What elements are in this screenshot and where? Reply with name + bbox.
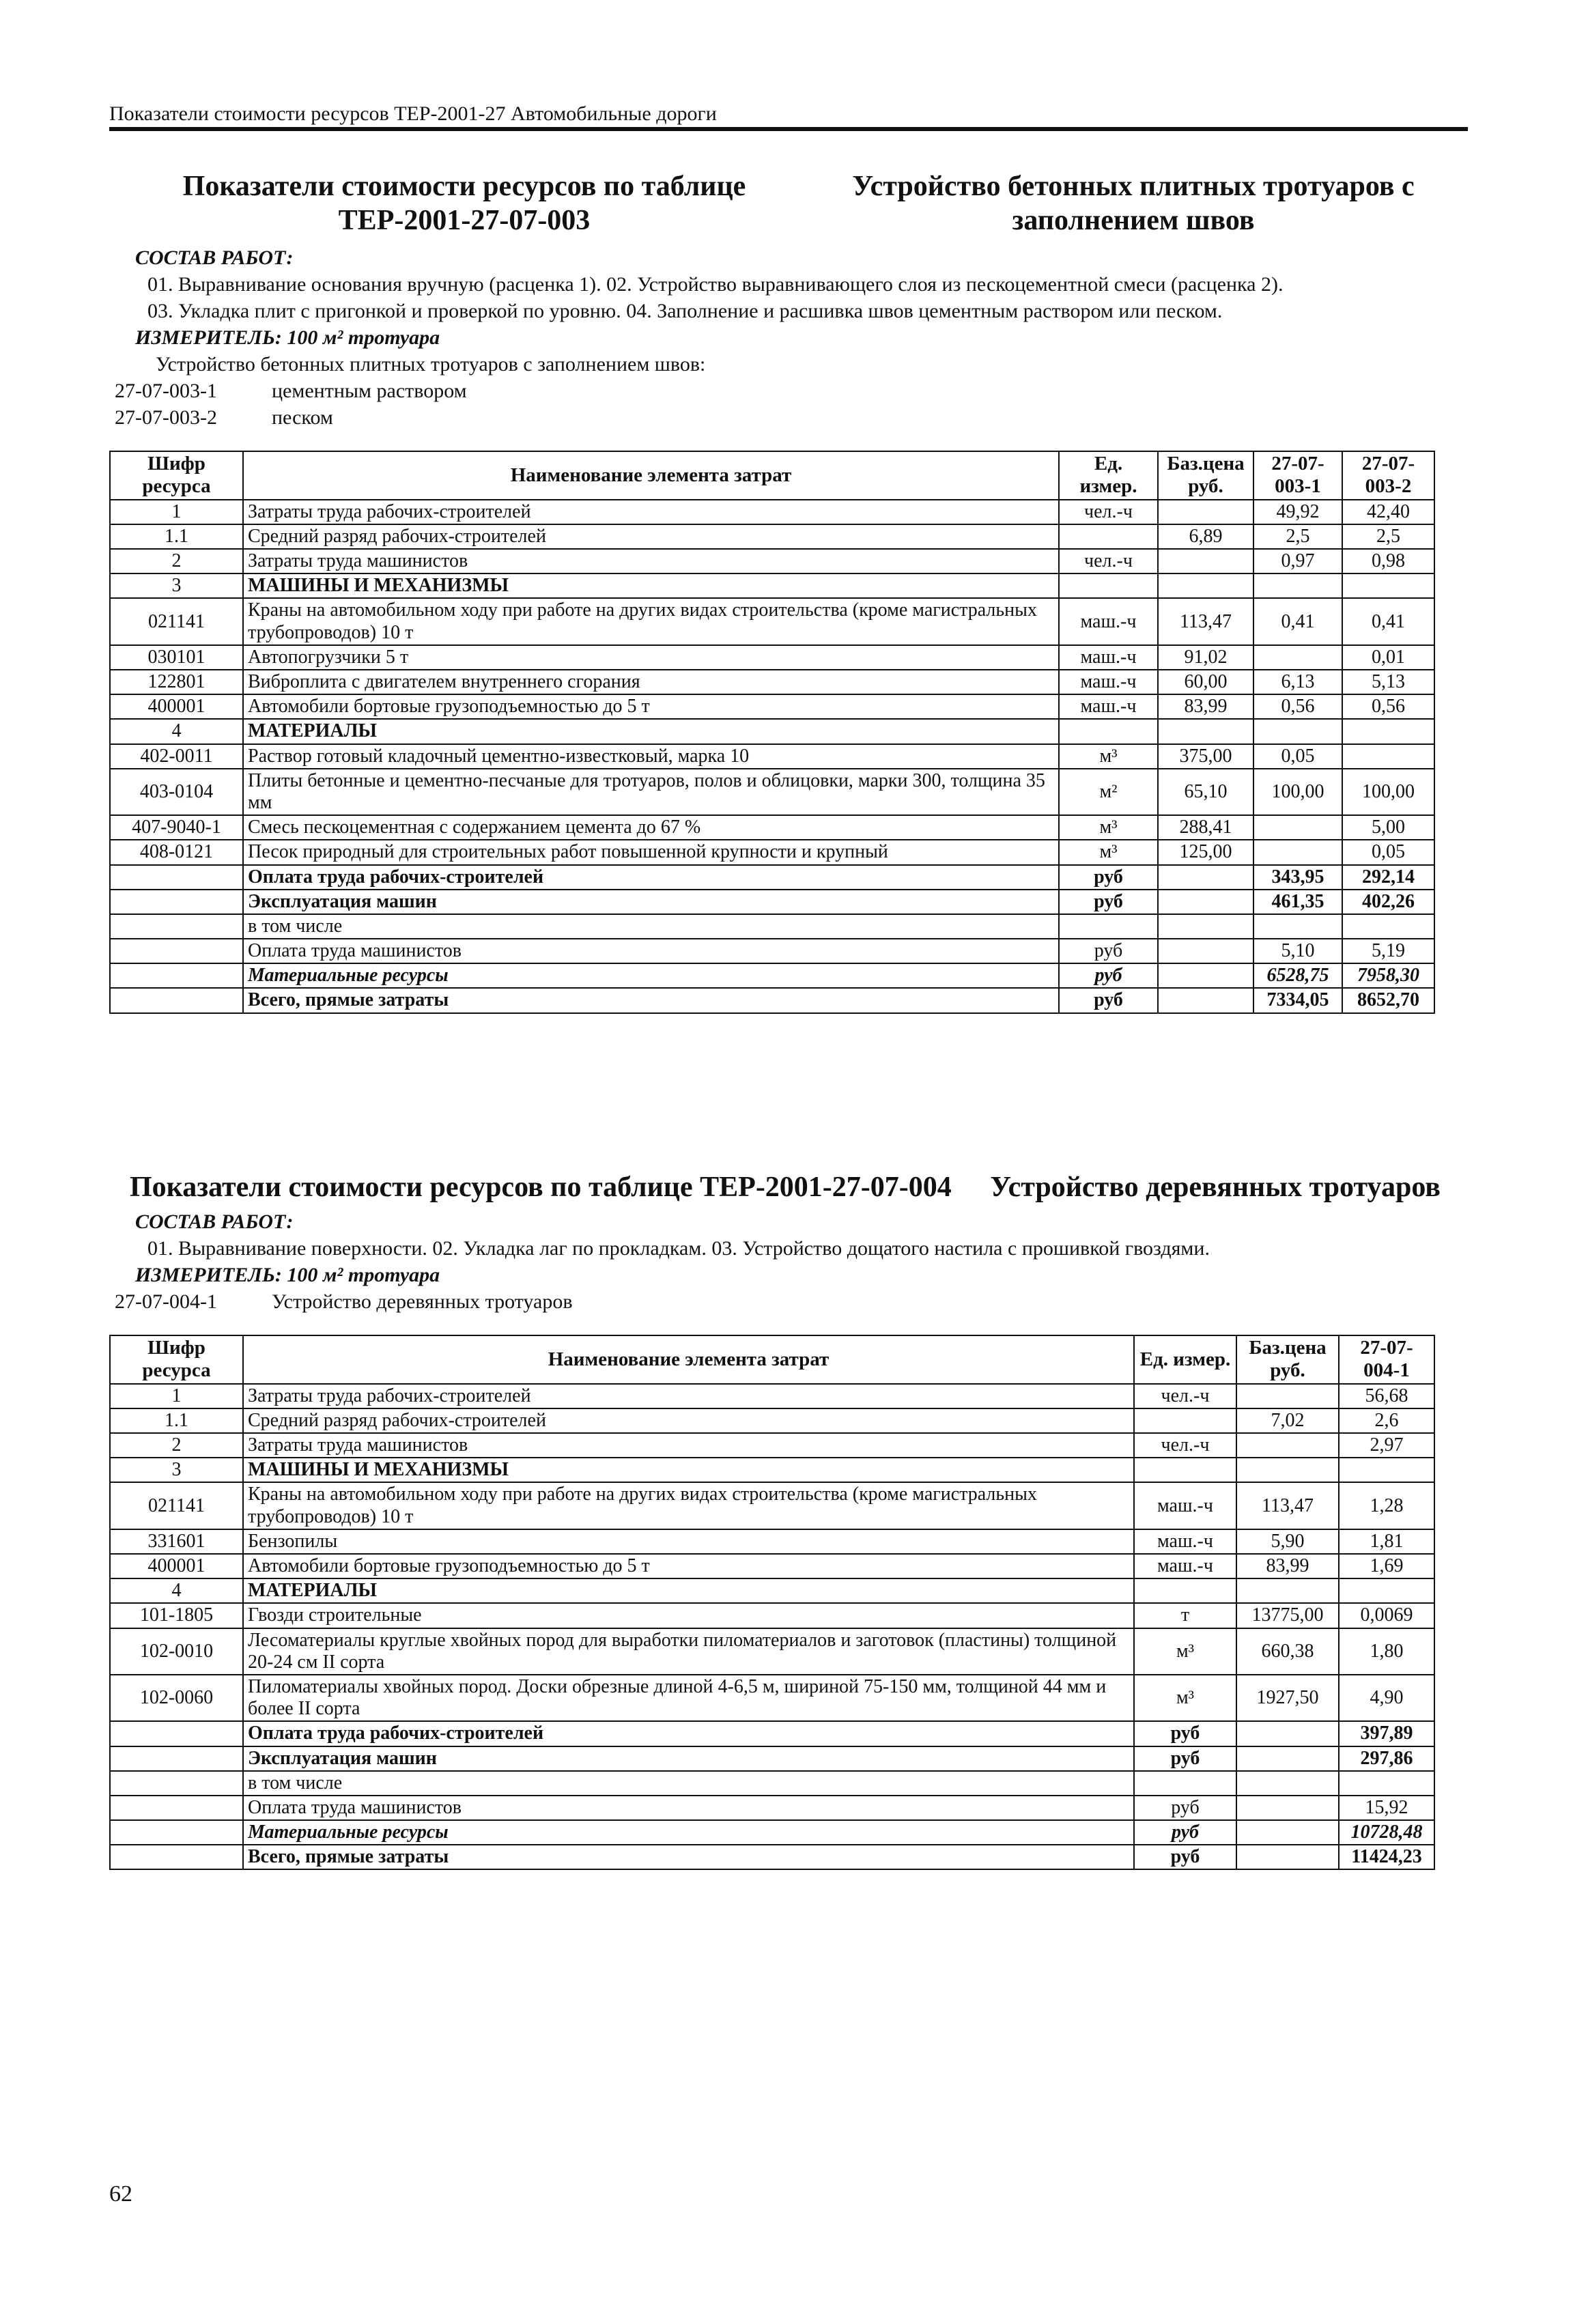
cell-name: Оплата труда машинистов (243, 1796, 1134, 1820)
cell-unit: руб (1134, 1845, 1236, 1869)
cell-unit (1134, 1771, 1236, 1796)
cell-name: Краны на автомобильном ходу при работе на других видах строительства (кроме магистральных трубопроводов) 10 т (243, 598, 1059, 644)
cell-v2: 5,13 (1342, 670, 1434, 694)
cell-code: 3 (110, 1458, 243, 1482)
table-row (110, 769, 1434, 815)
cell-unit: маш.-ч (1059, 670, 1158, 694)
cell-code: 402-0011 (110, 744, 243, 769)
cell-price (1236, 1384, 1339, 1408)
cell-v2 (1342, 573, 1434, 598)
cell-unit (1059, 914, 1158, 939)
table-row (110, 524, 1434, 549)
cell-v1: 0,97 (1253, 549, 1342, 573)
cell-price (1236, 1796, 1339, 1820)
cell-v1: 100,00 (1253, 769, 1342, 815)
table-row (110, 890, 1434, 914)
cell-code: 122801 (110, 670, 243, 694)
cell-price (1236, 1433, 1339, 1458)
cell-name: Оплата труда машинистов (243, 939, 1059, 963)
section2-description (115, 1208, 1466, 1315)
table-row (110, 1408, 1434, 1433)
cell-v1: 49,92 (1253, 500, 1342, 524)
cell-v2: 8652,70 (1342, 988, 1434, 1012)
cell-v1: 1,80 (1339, 1628, 1434, 1675)
cell-code: 3 (110, 573, 243, 598)
cell-unit: чел.-ч (1134, 1433, 1236, 1458)
cell-price: 375,00 (1158, 744, 1253, 769)
cell-price (1158, 500, 1253, 524)
cell-unit: чел.-ч (1059, 549, 1158, 573)
cell-v1: 2,6 (1339, 1408, 1434, 1433)
section1-title-left (164, 169, 765, 238)
cell-v1: 461,35 (1253, 890, 1342, 914)
cell-v2 (1342, 914, 1434, 939)
table-row (110, 914, 1434, 939)
resource-table-2 (109, 1335, 1435, 1870)
cell-v2: 0,05 (1342, 840, 1434, 864)
table-row (110, 840, 1434, 864)
cell-name: Пиломатериалы хвойных пород. Доски обрезные длиной 4-6,5 м, шириной 75-150 мм, толщиной 44 мм и более II сорта (243, 1675, 1134, 1721)
cell-name: Бензопилы (243, 1529, 1134, 1554)
cell-v1 (1339, 1458, 1434, 1482)
section1-title-right (819, 169, 1447, 238)
cell-name: Раствор готовый кладочный цементно-известковый, марка 10 (243, 744, 1059, 769)
table-row (110, 1578, 1434, 1603)
cell-name: Автомобили бортовые грузоподъемностью до 5 т (243, 1554, 1134, 1578)
cell-v1: 10728,48 (1339, 1820, 1434, 1845)
cell-code: 021141 (110, 598, 243, 644)
cell-v1: 0,05 (1253, 744, 1342, 769)
table-row (110, 645, 1434, 670)
cell-code: 4 (110, 1578, 243, 1603)
cell-v1: 0,56 (1253, 694, 1342, 719)
cell-price (1236, 1746, 1339, 1771)
cell-code: 2 (110, 549, 243, 573)
cell-name: МАШИНЫ И МЕХАНИЗМЫ (243, 1458, 1134, 1482)
cell-price (1236, 1820, 1339, 1845)
cell-code (110, 1721, 243, 1746)
table-row (110, 815, 1434, 840)
cell-unit: маш.-ч (1059, 694, 1158, 719)
cell-price (1236, 1578, 1339, 1603)
cell-price (1236, 1845, 1339, 1869)
table-row (110, 1554, 1434, 1578)
table-row (110, 1721, 1434, 1746)
cell-price: 125,00 (1158, 840, 1253, 864)
cell-name: Смесь пескоцементная с содержанием цемента до 67 % (243, 815, 1059, 840)
cell-v1: 1,81 (1339, 1529, 1434, 1554)
cell-v2: 0,56 (1342, 694, 1434, 719)
cell-price: 1927,50 (1236, 1675, 1339, 1721)
cell-price (1158, 963, 1253, 988)
table-row (110, 1482, 1434, 1529)
cell-v1: 11424,23 (1339, 1845, 1434, 1869)
cell-name: Песок природный для строительных работ повышенной крупности и крупный (243, 840, 1059, 864)
cell-price (1236, 1458, 1339, 1482)
cell-price (1158, 939, 1253, 963)
cell-name: Всего, прямые затраты (243, 1845, 1134, 1869)
code-label: 27-07-003-1 (115, 380, 217, 402)
table-row (110, 963, 1434, 988)
section1-code-line (115, 378, 1466, 404)
cell-unit: руб (1059, 939, 1158, 963)
section2-title (130, 1171, 1441, 1204)
cell-code (110, 1746, 243, 1771)
cell-price: 91,02 (1158, 645, 1253, 670)
section1-code-line (115, 404, 1466, 431)
cell-price (1158, 988, 1253, 1012)
section1-work-line-1: 01. Выравнивание основания вручную (расценка 1). 02. Устройство выравнивающего слоя из пескоцементной смеси (расценка 2). (147, 273, 1284, 296)
cell-price: 83,99 (1158, 694, 1253, 719)
cell-unit: руб (1134, 1820, 1236, 1845)
table-header-row (110, 451, 1434, 500)
cell-name: МАШИНЫ И МЕХАНИЗМЫ (243, 573, 1059, 598)
cell-v1: 297,86 (1339, 1746, 1434, 1771)
table-row (110, 1603, 1434, 1628)
cell-code: 101-1805 (110, 1603, 243, 1628)
cell-unit: руб (1059, 865, 1158, 890)
cell-name: Гвозди строительные (243, 1603, 1134, 1628)
cell-unit: м³ (1059, 815, 1158, 840)
cell-code (110, 890, 243, 914)
cell-code (110, 1796, 243, 1820)
table-row (110, 1433, 1434, 1458)
table-row (110, 939, 1434, 963)
cell-name: Автомобили бортовые грузоподъемностью до 5 т (243, 694, 1059, 719)
cell-code: 331601 (110, 1529, 243, 1554)
cell-price (1236, 1771, 1339, 1796)
cell-price: 7,02 (1236, 1408, 1339, 1433)
table-row (110, 549, 1434, 573)
cell-unit: м³ (1134, 1675, 1236, 1721)
resource-table-1 (109, 451, 1435, 1014)
table-row (110, 1796, 1434, 1820)
cell-price: 6,89 (1158, 524, 1253, 549)
cell-v1: 1,28 (1339, 1482, 1434, 1529)
section1-title-right-line1: Устройство бетонных плитных тротуаров с (852, 171, 1415, 202)
cell-code: 102-0010 (110, 1628, 243, 1675)
cell-unit (1059, 524, 1158, 549)
cell-price (1158, 914, 1253, 939)
section1-title-left-line2: ТЕР-2001-27-07-003 (338, 205, 591, 237)
cell-code: 407-9040-1 (110, 815, 243, 840)
cell-v1 (1253, 815, 1342, 840)
cell-unit (1134, 1578, 1236, 1603)
cell-unit: м² (1059, 769, 1158, 815)
cell-unit: маш.-ч (1059, 645, 1158, 670)
table-row (110, 1675, 1434, 1721)
header-unit: Ед. измер. (1134, 1335, 1236, 1384)
cell-code (110, 963, 243, 988)
cell-code: 1.1 (110, 1408, 243, 1433)
cell-v1 (1253, 573, 1342, 598)
cell-v1: 56,68 (1339, 1384, 1434, 1408)
cell-code (110, 914, 243, 939)
section2-title-right: Устройство деревянных тротуаров (990, 1172, 1441, 1203)
table-row (110, 1628, 1434, 1675)
section2-izmeritel: ИЗМЕРИТЕЛЬ: 100 м² тротуара (135, 1264, 440, 1286)
header-col-2: 27-07-003-2 (1342, 451, 1434, 500)
cell-price (1158, 865, 1253, 890)
table-row (110, 1771, 1434, 1796)
cell-v1: 7334,05 (1253, 988, 1342, 1012)
table-header-row (110, 1335, 1434, 1384)
cell-v2: 292,14 (1342, 865, 1434, 890)
cell-name: Затраты труда машинистов (243, 549, 1059, 573)
cell-v1 (1253, 914, 1342, 939)
cell-code: 4 (110, 719, 243, 743)
code-label: 27-07-004-1 (115, 1290, 217, 1313)
cell-v1: 2,5 (1253, 524, 1342, 549)
cell-v2: 0,98 (1342, 549, 1434, 573)
header-name: Наименование элемента затрат (243, 451, 1059, 500)
cell-price: 288,41 (1158, 815, 1253, 840)
cell-v1 (1253, 645, 1342, 670)
cell-unit: м³ (1134, 1628, 1236, 1675)
cell-name: Лесоматериалы круглые хвойных пород для выработки пиломатериалов и заготовок (пластины) толщиной 20-24 см II сорта (243, 1628, 1134, 1675)
cell-v1 (1339, 1771, 1434, 1796)
page-header: Показатели стоимости ресурсов ТЕР-2001-27 Автомобильные дороги (109, 102, 1468, 131)
cell-price: 113,47 (1158, 598, 1253, 644)
cell-v1: 4,90 (1339, 1675, 1434, 1721)
table-row (110, 694, 1434, 719)
cell-price: 5,90 (1236, 1529, 1339, 1554)
header-code: Шифр ресурса (110, 1335, 243, 1384)
table-row (110, 1458, 1434, 1482)
cell-unit: т (1134, 1603, 1236, 1628)
cell-name: Затраты труда рабочих-строителей (243, 500, 1059, 524)
cell-code: 1 (110, 500, 243, 524)
cell-name: Оплата труда рабочих-строителей (243, 865, 1059, 890)
cell-name: Материальные ресурсы (243, 963, 1059, 988)
cell-price: 60,00 (1158, 670, 1253, 694)
cell-unit: маш.-ч (1059, 598, 1158, 644)
cell-v2 (1342, 719, 1434, 743)
section1-izmeritel: ИЗМЕРИТЕЛЬ: 100 м² тротуара (135, 326, 440, 349)
cell-code: 030101 (110, 645, 243, 670)
cell-v1: 6528,75 (1253, 963, 1342, 988)
cell-name: Краны на автомобильном ходу при работе на других видах строительства (кроме магистральных трубопроводов) 10 т (243, 1482, 1134, 1529)
cell-price (1158, 573, 1253, 598)
cell-v2: 5,19 (1342, 939, 1434, 963)
table-row (110, 744, 1434, 769)
cell-code: 408-0121 (110, 840, 243, 864)
cell-name: Оплата труда рабочих-строителей (243, 1721, 1134, 1746)
table-row (110, 865, 1434, 890)
table-row (110, 719, 1434, 743)
cell-v2: 5,00 (1342, 815, 1434, 840)
cell-unit: руб (1059, 963, 1158, 988)
cell-unit: руб (1134, 1796, 1236, 1820)
section2-sostav-label: СОСТАВ РАБОТ: (135, 1210, 294, 1233)
cell-code: 400001 (110, 694, 243, 719)
cell-unit: руб (1134, 1746, 1236, 1771)
cell-v1: 0,41 (1253, 598, 1342, 644)
section1-description (115, 244, 1466, 431)
cell-name: Плиты бетонные и цементно-песчаные для тротуаров, полов и облицовки, марки 300, толщина 35 мм (243, 769, 1059, 815)
cell-v1: 1,69 (1339, 1554, 1434, 1578)
code-text: песком (272, 406, 333, 429)
cell-unit: руб (1059, 988, 1158, 1012)
cell-name: Материальные ресурсы (243, 1820, 1134, 1845)
cell-v1: 343,95 (1253, 865, 1342, 890)
table-row (110, 1746, 1434, 1771)
cell-v1: 397,89 (1339, 1721, 1434, 1746)
cell-unit: руб (1059, 890, 1158, 914)
cell-name: в том числе (243, 1771, 1134, 1796)
cell-v1: 15,92 (1339, 1796, 1434, 1820)
header-price: Баз.цена руб. (1158, 451, 1253, 500)
cell-code: 021141 (110, 1482, 243, 1529)
cell-v1 (1339, 1578, 1434, 1603)
table-row (110, 573, 1434, 598)
cell-code: 403-0104 (110, 769, 243, 815)
cell-v2: 0,01 (1342, 645, 1434, 670)
cell-price (1158, 719, 1253, 743)
table-row (110, 598, 1434, 644)
cell-unit (1134, 1408, 1236, 1433)
cell-v2: 0,41 (1342, 598, 1434, 644)
cell-name: Всего, прямые затраты (243, 988, 1059, 1012)
cell-price (1158, 890, 1253, 914)
cell-v2: 7958,30 (1342, 963, 1434, 988)
cell-unit: м³ (1059, 744, 1158, 769)
cell-name: Средний разряд рабочих-строителей (243, 1408, 1134, 1433)
cell-unit (1059, 573, 1158, 598)
cell-code: 400001 (110, 1554, 243, 1578)
code-text: Устройство деревянных тротуаров (272, 1290, 573, 1313)
section1-sostav-label: СОСТАВ РАБОТ: (135, 246, 294, 269)
table-row (110, 670, 1434, 694)
cell-code (110, 988, 243, 1012)
header-col-1: 27-07-003-1 (1253, 451, 1342, 500)
table-row (110, 1384, 1434, 1408)
cell-v2: 402,26 (1342, 890, 1434, 914)
cell-v1: 5,10 (1253, 939, 1342, 963)
table-row (110, 500, 1434, 524)
cell-unit: м³ (1059, 840, 1158, 864)
cell-name: Средний разряд рабочих-строителей (243, 524, 1059, 549)
cell-name: Затраты труда рабочих-строителей (243, 1384, 1134, 1408)
cell-v1: 2,97 (1339, 1433, 1434, 1458)
cell-name: МАТЕРИАЛЫ (243, 1578, 1134, 1603)
cell-price (1236, 1721, 1339, 1746)
cell-v2: 42,40 (1342, 500, 1434, 524)
cell-code (110, 1820, 243, 1845)
header-price: Баз.цена руб. (1236, 1335, 1339, 1384)
table-row (110, 1820, 1434, 1845)
cell-unit: чел.-ч (1059, 500, 1158, 524)
cell-code: 102-0060 (110, 1675, 243, 1721)
cell-name: МАТЕРИАЛЫ (243, 719, 1059, 743)
cell-price (1158, 549, 1253, 573)
cell-name: в том числе (243, 914, 1059, 939)
cell-price: 113,47 (1236, 1482, 1339, 1529)
section1-desc: Устройство бетонных плитных тротуаров с заполнением швов: (156, 353, 706, 375)
page-number: 62 (109, 2181, 132, 2207)
cell-v2: 2,5 (1342, 524, 1434, 549)
code-label: 27-07-003-2 (115, 406, 217, 429)
code-text: цементным раствором (272, 380, 467, 402)
cell-price: 13775,00 (1236, 1603, 1339, 1628)
cell-unit (1134, 1458, 1236, 1482)
table-row (110, 1845, 1434, 1869)
section1-work-line-2: 03. Укладка плит с пригонкой и проверкой по уровню. 04. Заполнение и расшивка швов цементным раствором или песком. (147, 300, 1223, 322)
cell-v2: 100,00 (1342, 769, 1434, 815)
table-row (110, 988, 1434, 1012)
cell-name: Эксплуатация машин (243, 1746, 1134, 1771)
section2-title-left: Показатели стоимости ресурсов по таблице ТЕР-2001-27-07-004 (130, 1172, 952, 1203)
cell-unit: маш.-ч (1134, 1554, 1236, 1578)
section2-code-line (115, 1288, 1466, 1315)
header-name: Наименование элемента затрат (243, 1335, 1134, 1384)
table-row (110, 1529, 1434, 1554)
cell-code: 1.1 (110, 524, 243, 549)
cell-code (110, 939, 243, 963)
cell-unit: маш.-ч (1134, 1482, 1236, 1529)
cell-name: Затраты труда машинистов (243, 1433, 1134, 1458)
cell-code (110, 865, 243, 890)
section1-title-left-line1: Показатели стоимости ресурсов по таблице (182, 171, 746, 202)
cell-v1: 6,13 (1253, 670, 1342, 694)
header-col-1: 27-07-004-1 (1339, 1335, 1434, 1384)
cell-name: Автопогрузчики 5 т (243, 645, 1059, 670)
cell-code: 1 (110, 1384, 243, 1408)
cell-code (110, 1845, 243, 1869)
cell-name: Виброплита с двигателем внутреннего сгорания (243, 670, 1059, 694)
cell-v1 (1253, 719, 1342, 743)
cell-unit: маш.-ч (1134, 1529, 1236, 1554)
cell-v1 (1253, 840, 1342, 864)
cell-unit: чел.-ч (1134, 1384, 1236, 1408)
header-unit: Ед. измер. (1059, 451, 1158, 500)
cell-price: 65,10 (1158, 769, 1253, 815)
cell-v2 (1342, 744, 1434, 769)
header-code: Шифр ресурса (110, 451, 243, 500)
cell-name: Эксплуатация машин (243, 890, 1059, 914)
cell-unit (1059, 719, 1158, 743)
cell-unit: руб (1134, 1721, 1236, 1746)
cell-v1: 0,0069 (1339, 1603, 1434, 1628)
cell-price: 660,38 (1236, 1628, 1339, 1675)
section2-work-line-1: 01. Выравнивание поверхности. 02. Укладка лаг по прокладкам. 03. Устройство дощатого настила с прошивкой гвоздями. (147, 1237, 1210, 1260)
cell-code: 2 (110, 1433, 243, 1458)
cell-price: 83,99 (1236, 1554, 1339, 1578)
section1-title-right-line2: заполнением швов (1012, 205, 1255, 237)
cell-code (110, 1771, 243, 1796)
